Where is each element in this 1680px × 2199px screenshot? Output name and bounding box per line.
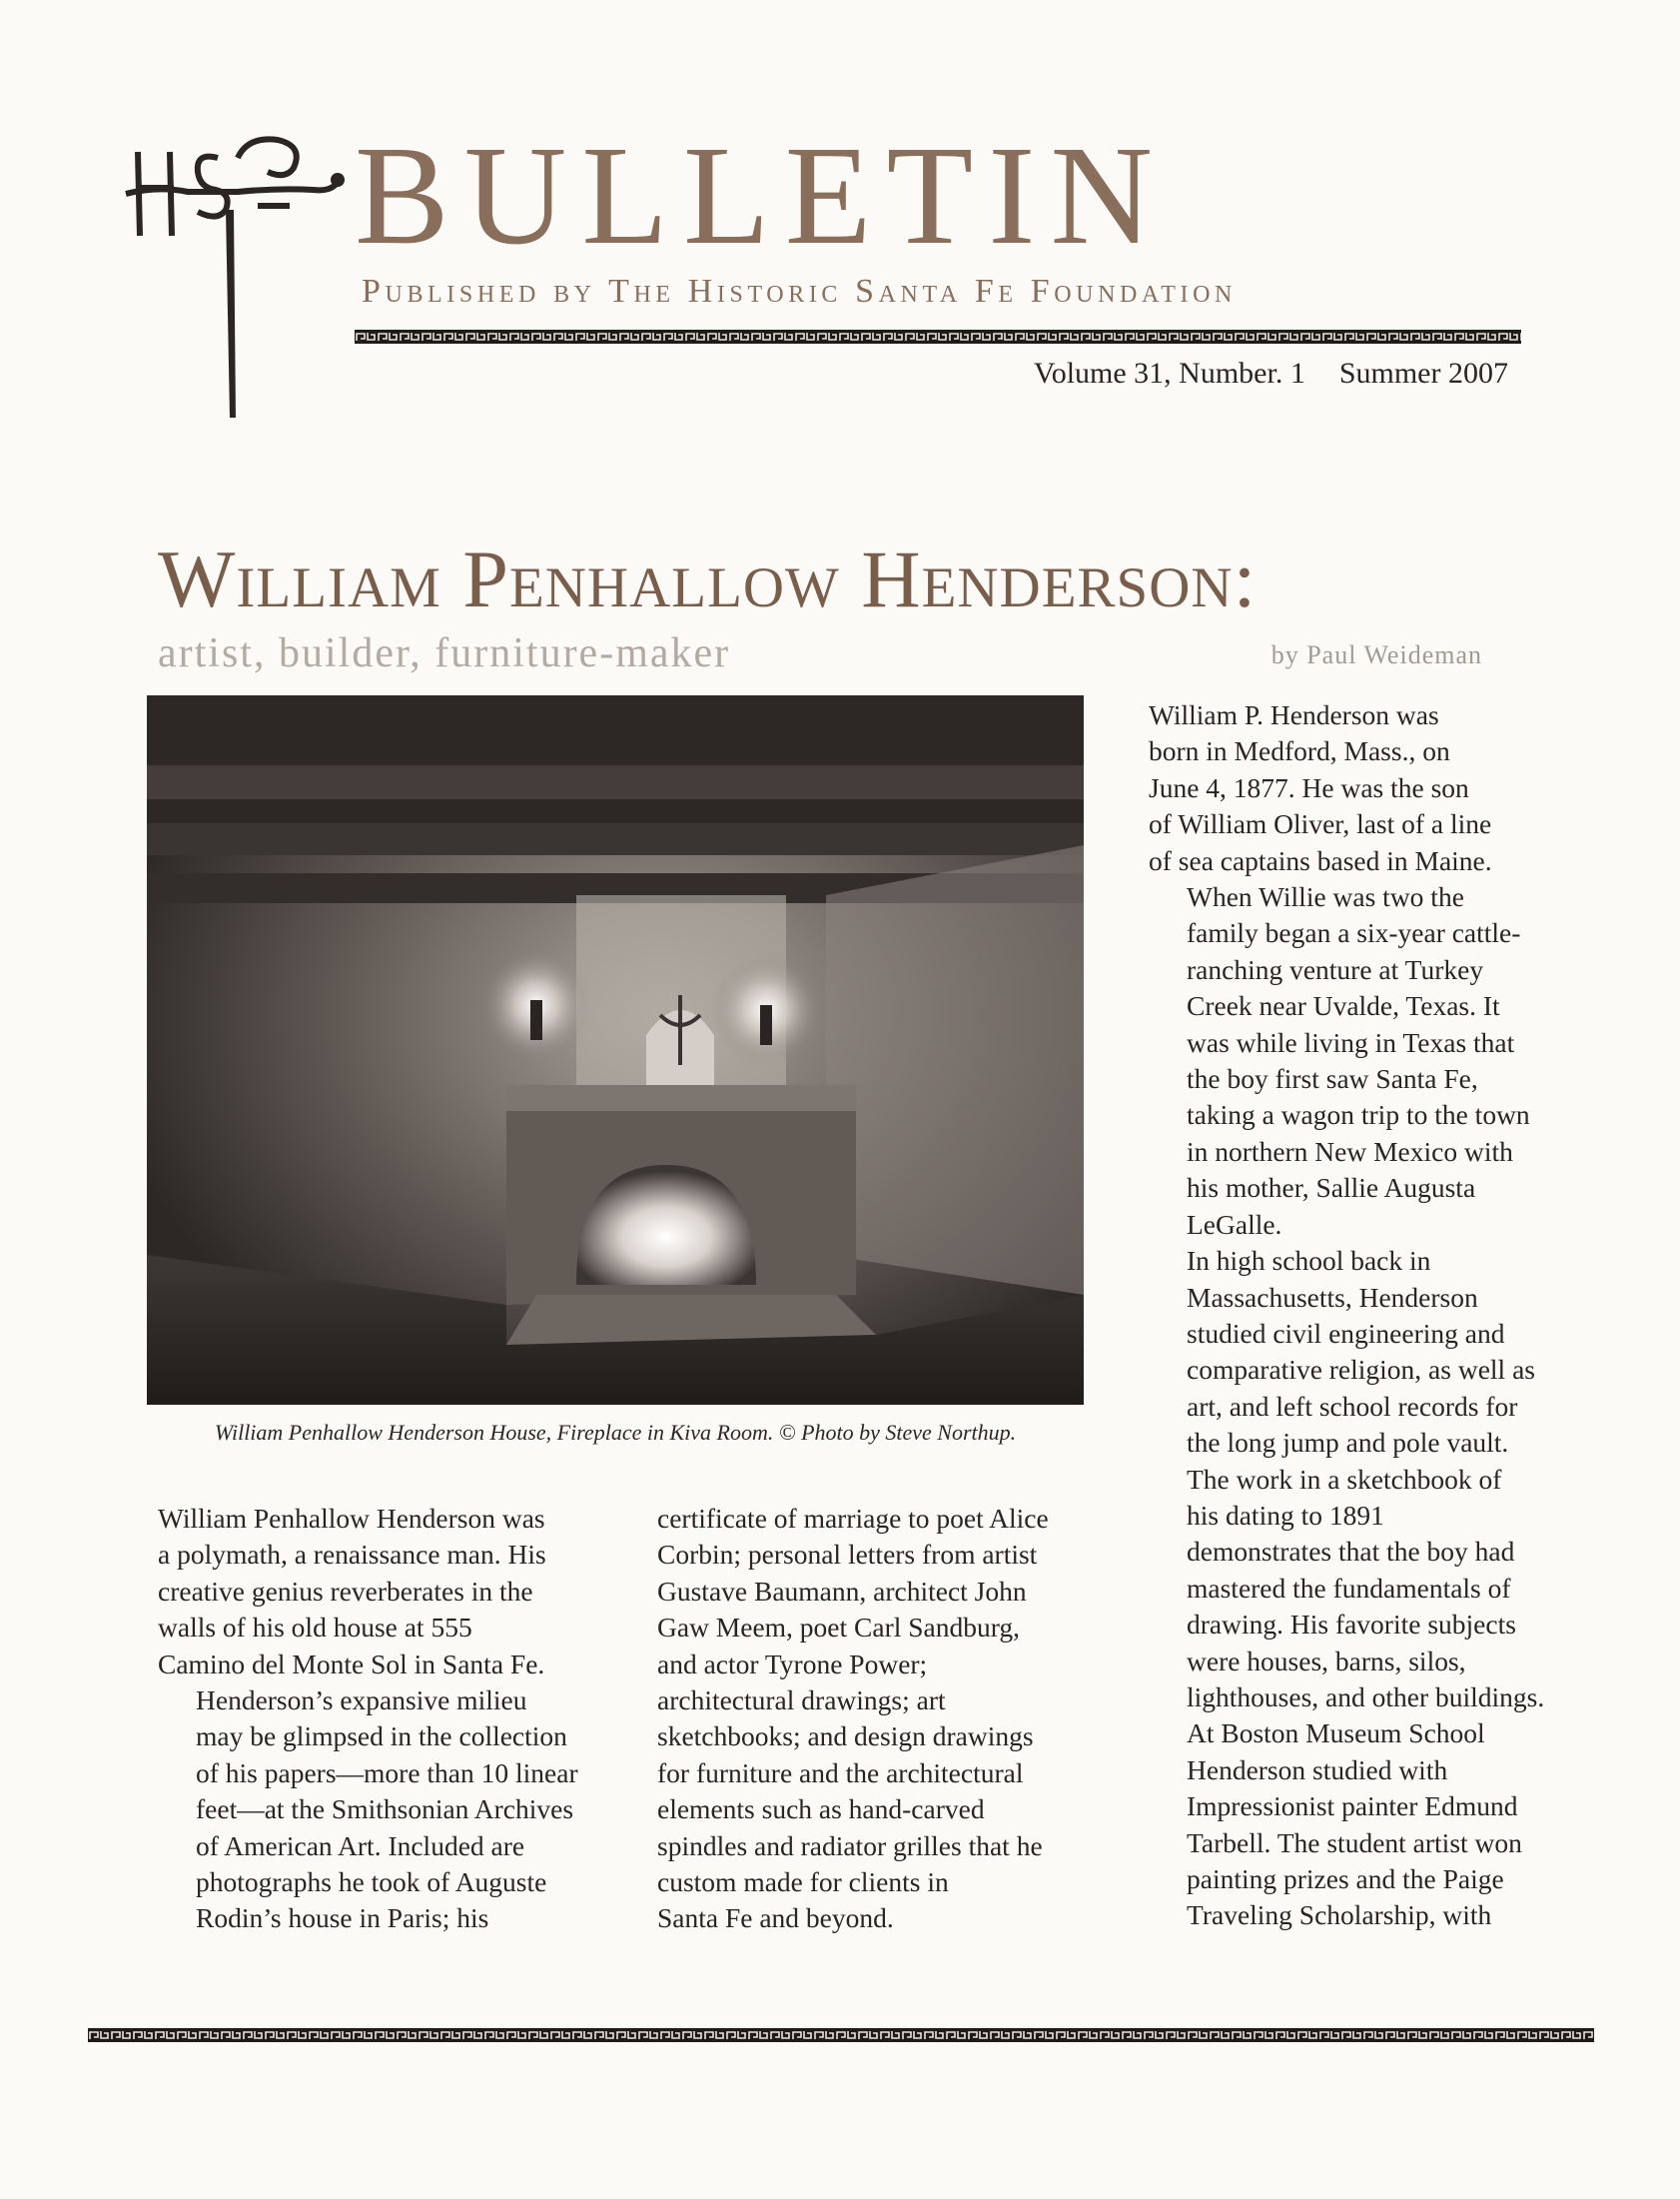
text-line: June 4, 1877. He was the son (1149, 771, 1469, 803)
text-line: Gaw Meem, poet Carl Sandburg, (657, 1612, 1021, 1644)
text-line: At Boston Museum School (1187, 1717, 1485, 1749)
text-line: family began a six-year cattle- (1187, 917, 1521, 949)
text-line: Impressionist painter Edmund (1187, 1790, 1518, 1822)
text-line: Creek near Uvalde, Texas. It (1187, 990, 1500, 1022)
text-line: William Penhallow Henderson was (158, 1503, 545, 1534)
text-line: William P. Henderson was (1149, 699, 1439, 730)
text-line: of sea captains based in Maine. (1149, 844, 1492, 876)
text-line: certificate of marriage to poet Alice (657, 1503, 1049, 1534)
decorative-border-bottom (88, 2028, 1594, 2042)
text-line: in northern New Mexico with (1187, 1135, 1513, 1167)
text-line: Corbin; personal letters from artist (657, 1539, 1038, 1571)
article-byline: by Paul Weideman (1270, 640, 1482, 669)
article-headline: William Penhallow Henderson: (158, 534, 1258, 624)
text-line: painting prizes and the Paige (1187, 1863, 1504, 1894)
text-line: the boy first saw Santa Fe, (1187, 1063, 1478, 1095)
text-line: comparative religion, as well as (1187, 1354, 1535, 1386)
text-line: ranching venture at Turkey (1187, 953, 1484, 985)
masthead-subtitle: Published by The Historic Santa Fe Foundation (362, 273, 1237, 310)
text-line: the long jump and pole vault. (1187, 1427, 1509, 1459)
text-line: a polymath, a renaissance man. His (158, 1539, 546, 1571)
text-line: When Willie was two the (1187, 881, 1464, 913)
text-line: studied civil engineering and (1187, 1317, 1505, 1349)
text-line: drawing. His favorite subjects (1187, 1609, 1516, 1641)
text-line: Traveling Scholarship, with (1187, 1899, 1492, 1931)
text-line: creative genius reverberates in the (158, 1575, 533, 1607)
text-line: born in Medford, Mass., on (1149, 735, 1450, 767)
text-line: art, and left school records for (1187, 1390, 1518, 1422)
text-line: LeGalle. (1187, 1208, 1282, 1240)
article-paragraph (657, 1501, 1097, 1937)
text-line: of his papers—more than 10 linear (196, 1756, 578, 1788)
article-paragraph (1149, 879, 1530, 1243)
text-line: Henderson’s expansive milieu (196, 1684, 527, 1716)
masthead-title: BULLETIN (355, 116, 1169, 274)
text-line: custom made for clients in (657, 1866, 949, 1898)
text-line: was while living in Texas that (1187, 1026, 1515, 1058)
article-deck: artist, builder, furniture-maker (158, 630, 731, 676)
text-line: of William Oliver, last of a line (1149, 808, 1492, 840)
text-line: photographs he took of Auguste (196, 1866, 547, 1898)
text-line: sketchbooks; and design drawings (657, 1720, 1034, 1752)
text-line: and actor Tyrone Power; (657, 1648, 928, 1679)
text-line: Gustave Baumann, architect John (657, 1575, 1027, 1607)
text-line: elements such as hand-carved (657, 1793, 985, 1825)
text-line: In high school back in (1187, 1245, 1431, 1277)
text-line: demonstrates that the boy had (1187, 1536, 1515, 1568)
article-paragraph (1149, 1243, 1545, 1715)
text-line: Tarbell. The student artist won (1187, 1826, 1522, 1858)
text-line: his mother, Sallie Augusta (1187, 1172, 1476, 1204)
article-paragraph (1149, 697, 1530, 879)
text-line: walls of his old house at 555 (158, 1612, 472, 1644)
text-line: his dating to 1891 (1187, 1499, 1384, 1531)
article-column-left (158, 1501, 597, 1937)
article-column-middle (657, 1501, 1097, 1937)
text-line: The work in a sketchbook of (1187, 1463, 1502, 1495)
fireplace-photo (147, 695, 1084, 1405)
hsf-logo (118, 118, 348, 428)
volume-number: Volume 31, Number. 1 (1033, 357, 1305, 390)
text-line: spindles and radiator grilles that he (657, 1829, 1043, 1861)
text-line: architectural drawings; art (657, 1684, 946, 1716)
text-line: may be glimpsed in the collection (196, 1720, 567, 1752)
text-line: Santa Fe and beyond. (657, 1902, 894, 1934)
photo-caption: William Penhallow Henderson House, Fireplace in Kiva Room. © Photo by Steve Northup. (214, 1420, 1017, 1445)
article-paragraph (158, 1682, 597, 1937)
text-line: lighthouses, and other buildings. (1187, 1680, 1545, 1712)
text-line: mastered the fundamentals of (1187, 1572, 1511, 1604)
text-line: for furniture and the architectural (657, 1756, 1024, 1788)
article-column-right (1149, 697, 1545, 1934)
article-paragraph (158, 1501, 597, 1682)
text-line: Massachusetts, Henderson (1187, 1281, 1478, 1313)
text-line: were houses, barns, silos, (1187, 1645, 1466, 1676)
decorative-border-top (355, 330, 1521, 344)
text-line: feet—at the Smithsonian Archives (196, 1793, 574, 1825)
text-line: taking a wagon trip to the town (1187, 1099, 1530, 1131)
text-line: Henderson studied with (1187, 1753, 1448, 1785)
issue-season: Summer 2007 (1338, 357, 1508, 390)
article-paragraph (1149, 1715, 1530, 1933)
text-line: of American Art. Included are (196, 1829, 525, 1861)
text-line: Rodin’s house in Paris; his (196, 1902, 489, 1934)
issue-info (1034, 356, 1508, 392)
text-line: Camino del Monte Sol in Santa Fe. (158, 1648, 545, 1679)
